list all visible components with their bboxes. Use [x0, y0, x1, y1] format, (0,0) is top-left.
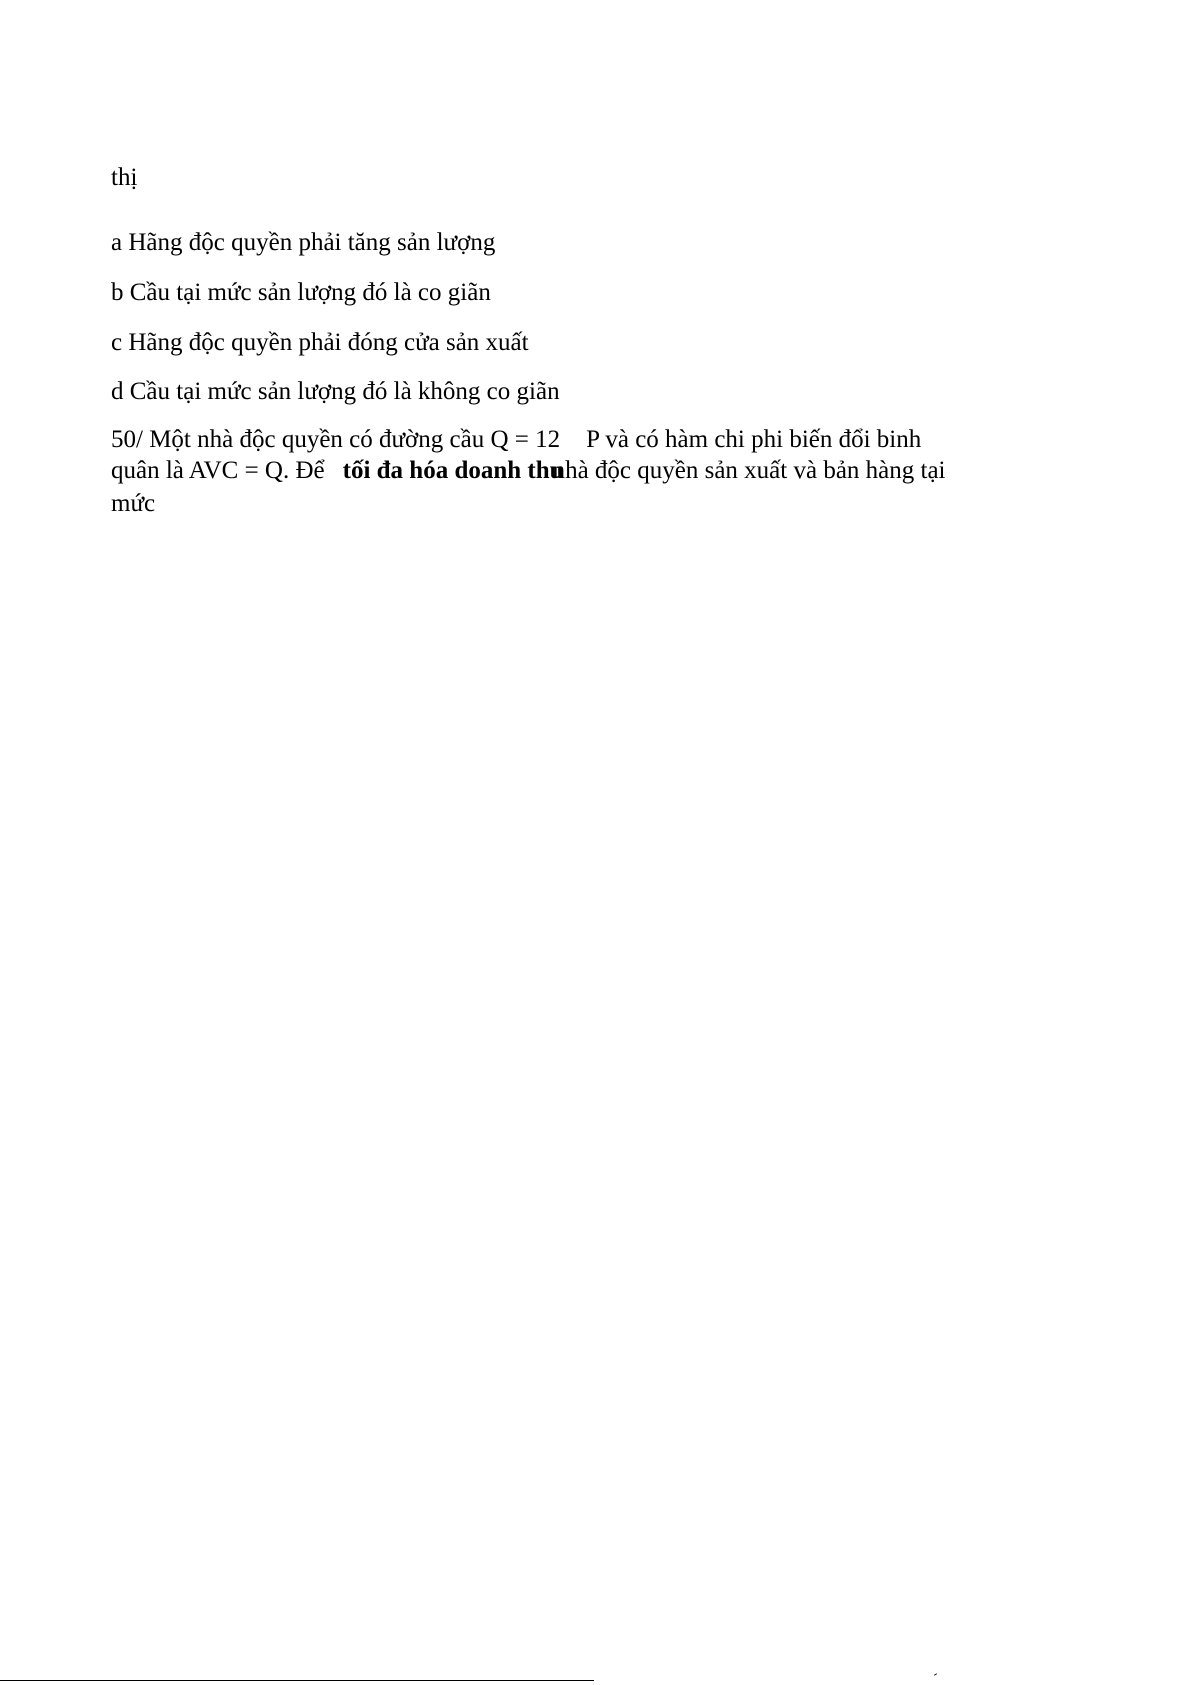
question-line-3: mức — [111, 490, 156, 517]
question-line-1-end: P và có hàm chi phi biến đổi binh — [586, 426, 922, 453]
continuation-text: thị — [111, 164, 138, 191]
option-c: c Hãng độc quyền phải đóng cửa sản xuất — [111, 329, 529, 356]
question-line-1 — [111, 425, 921, 455]
footer-mark — [934, 1673, 937, 1675]
question-line-2-end: nhà độc quyền sản xuất và bản hàng tại — [552, 457, 946, 484]
option-a: a Hãng độc quyền phải tăng sản lượng — [111, 229, 496, 256]
footer-divider — [0, 1680, 594, 1681]
option-d: d Cầu tại mức sản lượng đó là không co giãn — [111, 378, 560, 405]
question-line-1-start: 50/ Một nhà độc quyền có đường cầu Q = 12 — [111, 426, 561, 453]
question-line-2-start: quân là AVC = Q. Để — [111, 457, 325, 484]
question-line-2 — [111, 456, 946, 486]
option-b: b Cầu tại mức sản lượng đó là co giãn — [111, 279, 491, 306]
question-emphasis: tối đa hóa doanh thu — [342, 457, 564, 484]
